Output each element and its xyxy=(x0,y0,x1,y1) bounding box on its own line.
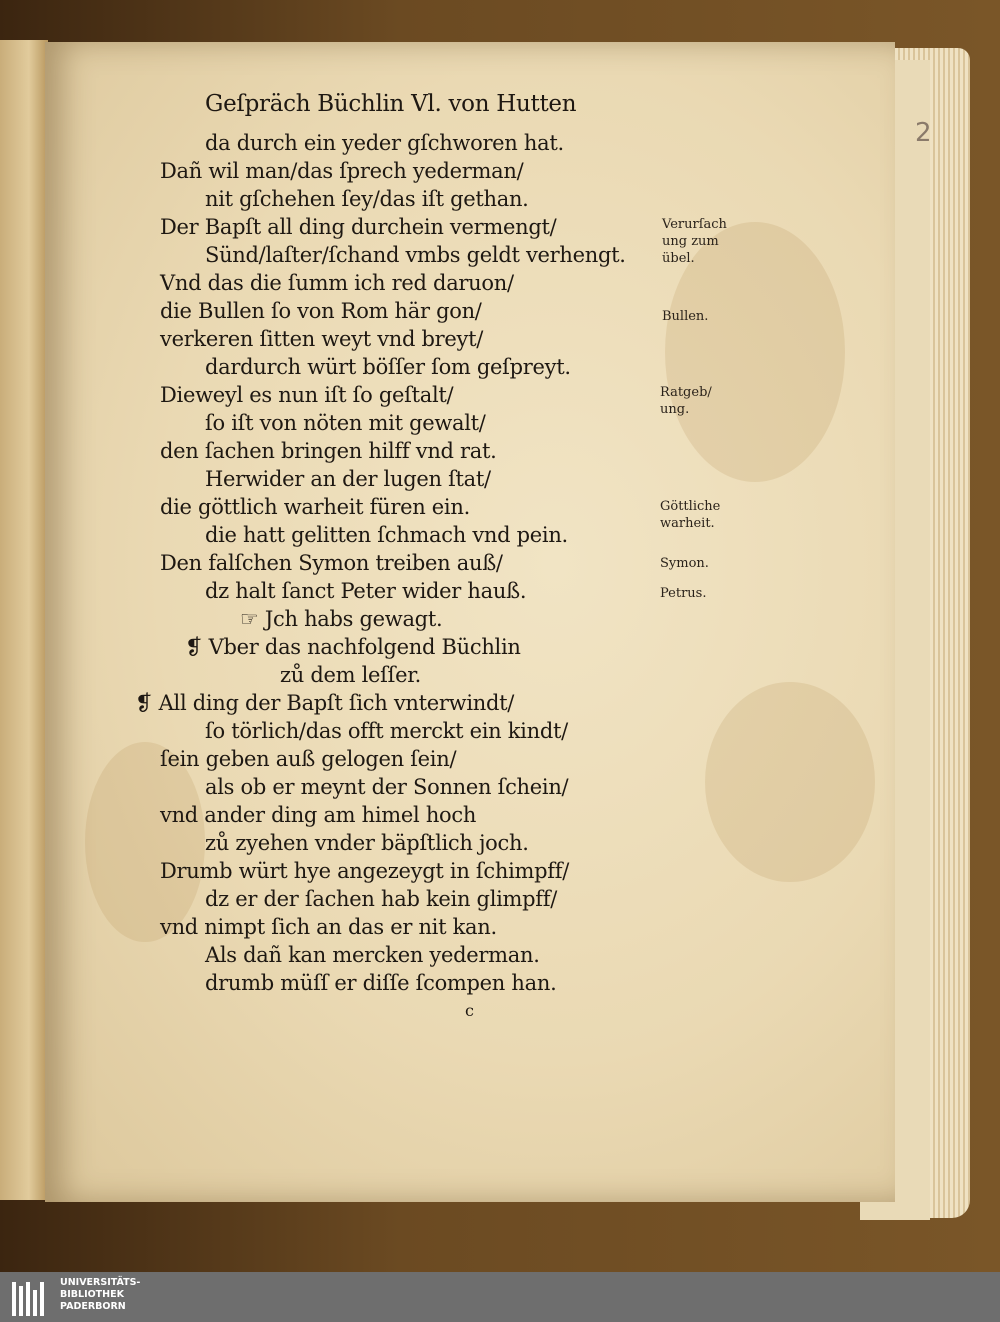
verse-line: drumb müſſ er diſſe ſcompen han. xyxy=(205,971,557,995)
margin-note-bullen xyxy=(662,308,708,325)
margin-note-petrus xyxy=(660,585,706,602)
verse-line: vnd ander ding am himel hoch xyxy=(160,803,477,827)
margin-note-line: Bullen. xyxy=(662,309,709,324)
margin-note-line: ung zum xyxy=(662,234,719,249)
verse-line: vnd nimpt ſich an das er nit kan. xyxy=(160,915,497,939)
verse-line: dz er der ſachen hab kein glimpff/ xyxy=(205,887,557,911)
verse-line: ſo törlich/das offt merckt ein kindt/ xyxy=(205,719,568,743)
logo-line: PADERBORN xyxy=(60,1301,126,1312)
verse-line: ❡ All ding der Bapſt ſich vnterwindt/ xyxy=(135,691,515,715)
verse-line: Den falſchen Symon treiben auß/ xyxy=(160,551,503,575)
margin-note-line: Petrus. xyxy=(660,586,707,601)
logo-line: BIBLIOTHEK xyxy=(60,1289,124,1300)
verse-line: nit gſchehen ſey/das iſt gethan. xyxy=(205,187,529,211)
verse-line: dz halt ſanct Peter wider hauß. xyxy=(205,579,527,603)
margin-note-goettliche-warheit xyxy=(660,498,720,532)
verse-line: dardurch würt böſſer ſom geſpreyt. xyxy=(205,355,571,379)
section-heading: zů dem leſſer. xyxy=(280,663,422,687)
verse-line: die göttlich warheit füren ein. xyxy=(160,495,470,519)
margin-note-line: übel. xyxy=(662,251,695,266)
margin-note-line: warheit. xyxy=(660,516,715,531)
verse-line: Herwider an der lugen ſtat/ xyxy=(205,467,491,491)
margin-note-line: Ratgeb/ xyxy=(660,385,712,400)
verse-line: als ob er meynt der Sonnen ſchein/ xyxy=(205,775,569,799)
margin-note-symon xyxy=(660,555,709,572)
verse-line: verkeren ſitten weyt vnd breyt/ xyxy=(160,327,484,351)
verse-line: Sünd/laſter/ſchand vmbs geldt verhengt. xyxy=(205,243,626,267)
margin-note-line: Göttliche xyxy=(660,499,721,514)
verse-line: da durch ein yeder gſchworen hat. xyxy=(205,131,564,155)
verse-line: den ſachen bringen hilff vnd rat. xyxy=(160,439,497,463)
library-footer xyxy=(0,1272,1000,1322)
verse-line: ſein geben auß gelogen ſein/ xyxy=(160,747,457,771)
verse-line: die Bullen ſo von Rom här gon/ xyxy=(160,299,482,323)
signature-mark: c xyxy=(465,1001,474,1020)
verse-line: zů zyehen vnder bäpſtlich joch. xyxy=(205,831,529,855)
logo-line: UNIVERSITÄTS- xyxy=(60,1277,141,1288)
margin-note-line: Verurſach xyxy=(662,217,727,232)
margin-note-line: ung. xyxy=(660,402,690,417)
verse-line: Der Bapſt all ding durchein vermengt/ xyxy=(160,215,557,239)
library-logo-text xyxy=(60,1277,140,1313)
left-page-edge xyxy=(0,40,48,1200)
pencil-page-number: 2 xyxy=(915,118,932,148)
page-stain xyxy=(705,682,875,882)
library-logo-icon xyxy=(12,1278,50,1316)
verse-line: die hatt gelitten ſchmach vnd pein. xyxy=(205,523,568,547)
running-header: Geſpräch Büchlin Vl. von Hutten xyxy=(205,91,577,117)
verse-line: Dieweyl es nun iſt ſo geſtalt/ xyxy=(160,383,454,407)
page-stain xyxy=(85,742,205,942)
margin-note-verursachung xyxy=(662,216,727,267)
verse-line: Dañ wil man/das ſprech yederman/ xyxy=(160,159,524,183)
section-heading: ❡ Vber das nachfolgend Büchlin xyxy=(185,635,521,659)
verse-line: Vnd das die ſumm ich red daruon/ xyxy=(160,271,514,295)
verse-line: ☞ Jch habs gewagt. xyxy=(240,607,443,631)
margin-note-line: Symon. xyxy=(660,556,709,571)
verse-line: Als dañ kan mercken yederman. xyxy=(205,943,540,967)
verse-line: ſo iſt von nöten mit gewalt/ xyxy=(205,411,486,435)
margin-note-ratgebung xyxy=(660,384,712,418)
verse-line: Drumb würt hye angezeygt in ſchimpff/ xyxy=(160,859,569,883)
